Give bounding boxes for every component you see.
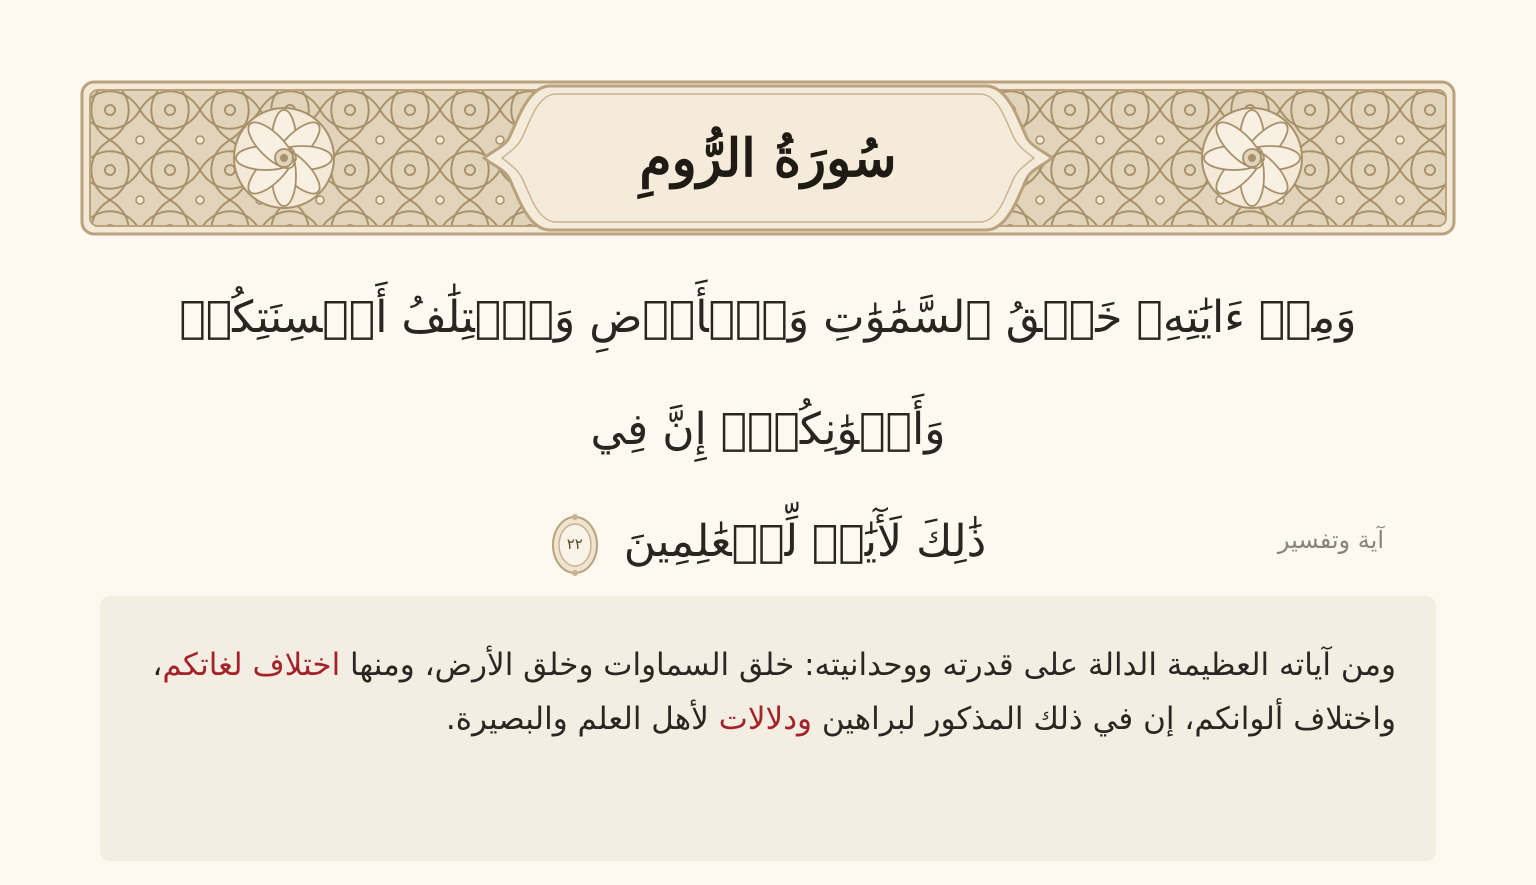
tafsir-segment: ، واختلاف ألوانكم، إن في ذلك المذكور لبراهين	[152, 647, 1396, 737]
section-label: آية وتفسير	[1277, 526, 1384, 554]
surah-header-banner	[80, 80, 1456, 236]
tafsir-card	[100, 596, 1436, 861]
tafsir-highlight: اختلاف لغاتكم	[162, 647, 341, 683]
tafsir-segment: ومن آياته العظيمة الدالة على قدرته ووحدانيته: خلق السماوات وخلق الأرض، ومنها	[340, 647, 1396, 683]
tafsir-highlight: ودلالات	[718, 701, 812, 737]
surah-title: سُورَةُ الرُّومِ	[639, 127, 897, 189]
ayah-text-line2: ذَٰلِكَ لَأٓيَٰتٖ لِّلۡعَٰلِمِينَ	[623, 516, 987, 567]
ayah-number-medallion-icon	[550, 513, 600, 577]
tafsir-segment: لأهل العلم والبصيرة.	[445, 701, 719, 737]
ayah-text-line1: وَمِنۡ ءَايَٰتِهِۦ خَلۡقُ ٱلسَّمَٰوَٰتِ وَٱلۡأَرۡضِ وَٱخۡتِلَٰفُ أَلۡسِنَتِكُمۡ وَأَلۡوَٰنِكُمۡۚ إِنَّ فِي	[179, 292, 1357, 455]
tafsir-text	[140, 638, 1396, 746]
ayah-number: ٢٢	[566, 535, 583, 553]
ayah-text-block	[110, 262, 1426, 598]
